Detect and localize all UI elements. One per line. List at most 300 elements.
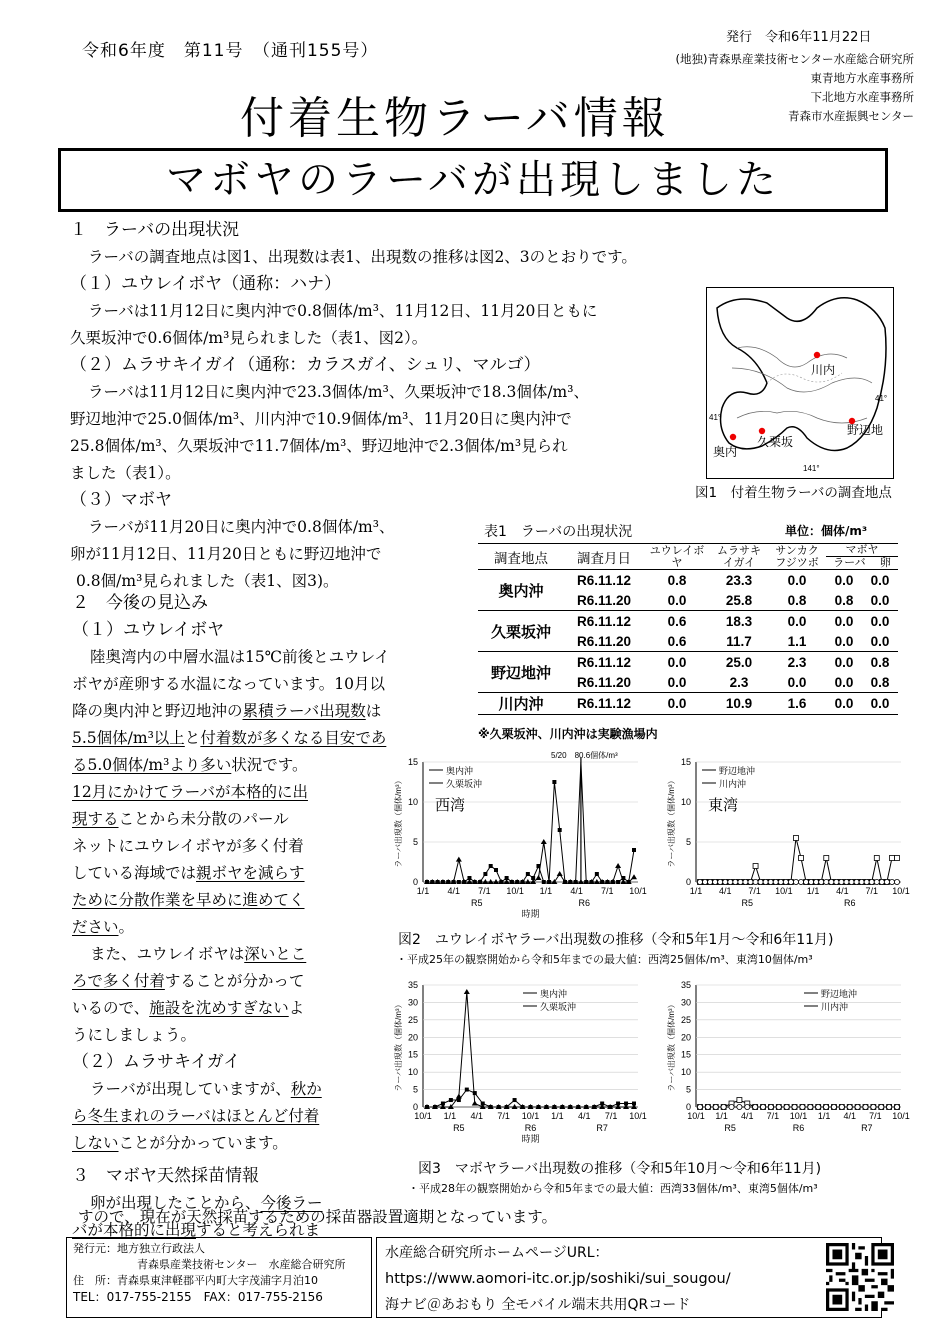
text: 。 <box>118 918 135 936</box>
data-point <box>483 872 487 876</box>
emph: 親ボヤを減らす <box>196 864 305 882</box>
x-tick-label: 1/1 <box>551 1111 564 1121</box>
section-1-intro: ラーバの調査地点は図1、出現数は表1、出現数の推移は図2、3のとおりです。 <box>88 248 637 266</box>
table-header-row <box>478 544 898 570</box>
emph: 付着数が多くなる目安であ <box>200 729 387 747</box>
th-larva: ラーバ <box>833 557 866 569</box>
cell: 0.0 <box>834 613 854 629</box>
x-tick-label: 7/1 <box>601 886 614 896</box>
cell: 0.8 <box>787 592 807 608</box>
row-site: 奥内沖 <box>498 582 544 600</box>
data-point <box>793 836 798 841</box>
cell: 11.7 <box>726 633 752 649</box>
emph: 施設を沈めすぎない <box>149 999 289 1017</box>
legend-label: 川内沖 <box>821 1002 849 1012</box>
s2-line <box>72 1130 372 1157</box>
th-maboya-sub <box>826 557 898 569</box>
x-tick-label: 1/1 <box>806 886 820 896</box>
cell: 25.8 <box>725 592 753 608</box>
yureiboya-text-2: 久栗坂沖で0.6個体/m³見られました（表1、図2）。 <box>70 329 428 347</box>
data-point <box>798 879 803 884</box>
cell: 0.6 <box>667 633 687 649</box>
panel-title: 西湾 <box>435 797 466 814</box>
data-point <box>616 880 620 884</box>
footer-address: 住 所：青森県東津軽郡平内町大字茂浦字月泊10 <box>73 1274 318 1287</box>
legend-label: 川内沖 <box>719 779 747 789</box>
emph: 累積ラーバ出現数 <box>242 702 366 720</box>
data-point <box>713 879 718 884</box>
data-point <box>718 879 723 884</box>
table-1-note: ※久栗坂沖、川内沖は実験漁場内 <box>478 727 658 741</box>
s2-line: ために分散作業を早めに進めてく <box>72 891 305 909</box>
data-point <box>464 989 470 994</box>
peak-annotation: 5/20 80.6個体/m³ <box>551 751 618 760</box>
data-point <box>748 879 753 884</box>
data-point <box>457 880 461 884</box>
emph: 5.5個体/m³以上 <box>72 729 185 747</box>
data-point <box>768 879 773 884</box>
y-tick-label: 0 <box>685 1102 691 1112</box>
cell: 0.0 <box>667 696 687 711</box>
cell: 2.3 <box>787 654 807 670</box>
x-tick-label: 1/1 <box>539 886 553 896</box>
cell: 0.0 <box>787 674 807 690</box>
data-point <box>552 780 556 784</box>
cell: 0.0 <box>834 633 854 649</box>
panel-title: 東湾 <box>708 797 739 814</box>
data-point <box>557 871 563 876</box>
data-point <box>473 1091 477 1095</box>
y-axis-label: ラーバ出現数（個体/m³） <box>667 1000 676 1092</box>
data-point <box>863 1104 868 1109</box>
row-date: R6.11.20 <box>576 592 632 608</box>
period-label: R5 <box>470 898 483 908</box>
y-axis-label: ラーバ出現数（個体/m³） <box>394 1000 403 1092</box>
data-point <box>819 879 824 884</box>
figure-2-note: ・平成25年の観察開始から令和5年までの最大値：西湾25個体/m³、東湾10個体/m³ <box>396 953 813 966</box>
data-point <box>753 879 758 884</box>
data-point <box>814 879 819 884</box>
x-tick-label: 1/1 <box>689 886 703 896</box>
table-1-title: 表1 ラーバの出現状況 <box>484 524 633 540</box>
fig3-east-chart <box>666 980 910 1133</box>
publisher-list <box>675 50 914 126</box>
legend-label: 野辺地沖 <box>821 989 858 999</box>
data-point <box>855 1104 860 1109</box>
cell: 0.8 <box>667 572 687 588</box>
murasaki-text-4: ました（表1）。 <box>70 464 181 482</box>
data-point <box>816 1104 821 1109</box>
data-point <box>737 1098 742 1103</box>
emph: 深いとこ <box>244 945 307 963</box>
data-point <box>839 879 844 884</box>
data-point <box>743 879 748 884</box>
s2-line <box>72 860 372 887</box>
y-tick-label: 15 <box>407 757 418 767</box>
text: すると考えられま <box>196 1221 321 1239</box>
data-point <box>631 874 637 879</box>
text: いるので、 <box>72 999 150 1017</box>
data-point <box>854 879 859 884</box>
qr-code-icon[interactable] <box>826 1243 894 1311</box>
data-point <box>702 879 707 884</box>
s3-line-last: すので、現在が天然採苗するための採苗器設置適期となっています。 <box>78 1208 557 1226</box>
cell: 0.0 <box>834 572 854 588</box>
table-1 <box>478 543 898 715</box>
text: 状況です。 <box>231 756 308 774</box>
figure-1-caption: 図1 付着生物ラーバの調査地点 <box>695 485 892 501</box>
x-tick-label: 7/1 <box>748 886 761 896</box>
x-axis-label: 時期 <box>521 909 540 919</box>
legend-label: 奥内沖 <box>446 766 474 776</box>
s2-line <box>72 698 472 725</box>
data-point <box>494 868 498 872</box>
y-tick-label: 35 <box>680 980 691 990</box>
data-point <box>472 1101 478 1106</box>
data-point <box>535 875 541 880</box>
cell: 0.0 <box>834 674 854 690</box>
publisher-2: 東青地方水産事務所 <box>810 71 914 85</box>
cell: 25.0 <box>725 654 753 670</box>
emph: る5.0個体/m³より多い <box>72 756 232 774</box>
data-point <box>887 1104 892 1109</box>
fig2-west-chart <box>393 750 647 919</box>
text: と <box>184 729 201 747</box>
period-label: R6 <box>578 898 591 908</box>
x-axis-label: 時期 <box>521 1134 540 1144</box>
y-tick-label: 30 <box>680 997 691 1008</box>
row-date: R6.11.12 <box>576 613 632 629</box>
y-tick-label: 20 <box>407 1032 418 1043</box>
y-tick-label: 15 <box>680 757 691 767</box>
y-tick-label: 30 <box>407 997 418 1008</box>
x-tick-label: 10/1 <box>506 886 524 896</box>
footer-links <box>376 1237 882 1318</box>
row-date: R6.11.12 <box>576 654 632 670</box>
text: 卵が出現したことから、 <box>90 1194 261 1212</box>
data-point <box>799 856 804 861</box>
cell: 23.3 <box>725 572 753 588</box>
s2-line: ら冬生まれのラーバはほとんど付着 <box>72 1107 320 1125</box>
data-point <box>849 879 854 884</box>
x-tick-label: 1/1 <box>715 1111 728 1121</box>
period-label: R7 <box>596 1123 608 1133</box>
x-tick-label: 10/1 <box>629 1111 647 1121</box>
y-tick-label: 20 <box>680 1032 691 1043</box>
legend-label: 奥内沖 <box>540 989 568 999</box>
x-tick-label: 4/1 <box>447 886 460 896</box>
murasaki-text-2: 野辺地沖で25.0個体/m³、川内沖で10.9個体/m³、11月20日に奥内沖で <box>70 410 572 428</box>
fig2-east-chart <box>666 757 910 908</box>
th-egg: 卵 <box>879 557 891 569</box>
emph: バが本格的に出現 <box>72 1221 197 1239</box>
y-tick-label: 0 <box>685 877 691 887</box>
data-point <box>760 1104 765 1109</box>
x-tick-label: 10/1 <box>521 1111 540 1121</box>
table-1-unit: 単位：個体/m³ <box>785 524 868 538</box>
th-maboya-group <box>826 544 898 570</box>
data-point <box>859 879 864 884</box>
s2-line: ボヤが産卵する水温になっています。10月以 <box>72 675 385 693</box>
data-point <box>869 879 874 884</box>
data-point <box>879 879 884 884</box>
y-tick-label: 5 <box>685 837 691 847</box>
table-row <box>478 693 898 715</box>
legend-label: 野辺地沖 <box>719 766 756 776</box>
data-point <box>784 1104 789 1109</box>
cell: 0.0 <box>667 654 687 670</box>
period-label: R5 <box>724 1123 736 1133</box>
data-point <box>884 879 889 884</box>
footer-publisher: 発行元：地方独立行政法人 <box>73 1242 205 1255</box>
data-point <box>894 1104 899 1109</box>
data-point <box>595 872 599 876</box>
headline: マボヤのラーバが出現しました <box>58 148 888 212</box>
data-point <box>632 848 636 852</box>
x-tick-label: 10/1 <box>414 1111 432 1121</box>
x-tick-label: 7/1 <box>865 886 878 896</box>
cell: 0.0 <box>667 592 687 608</box>
s2-line <box>72 995 372 1022</box>
data-point <box>824 879 829 884</box>
site-kawauchi-label: 川内 <box>811 363 836 377</box>
emph: しない <box>72 1134 119 1152</box>
cell: 10.9 <box>725 696 753 711</box>
text: している海域では <box>72 864 197 882</box>
data-point <box>895 856 900 861</box>
cell: 0.0 <box>870 633 890 649</box>
figure-2-caption: 図2 ユウレイボヤラーバ出現数の推移（令和5年1月〜令和6年11月) <box>398 932 834 948</box>
x-tick-label: 10/1 <box>892 1111 910 1121</box>
th-maboya: マボヤ <box>826 544 898 557</box>
table-row <box>478 570 898 591</box>
data-point <box>768 1104 773 1109</box>
cell: 18.3 <box>725 613 753 629</box>
x-tick-label: 7/1 <box>478 886 491 896</box>
data-point <box>456 857 462 862</box>
maboya-text-3: 0.8個/m³見られました（表1、図3)。 <box>76 572 339 590</box>
data-point <box>889 879 894 884</box>
x-tick-label: 1/1 <box>817 1111 831 1121</box>
s2-line: 12月にかけてラーバが本格的に出 <box>72 783 308 801</box>
data-point <box>697 879 702 884</box>
y-tick-label: 10 <box>680 797 691 807</box>
x-tick-label: 7/1 <box>497 1111 510 1121</box>
row-date: R6.11.20 <box>576 674 632 690</box>
row-site: 川内沖 <box>498 696 544 713</box>
cell: 0.0 <box>870 572 890 588</box>
x-tick-label: 4/1 <box>577 1111 591 1121</box>
cell: 0.0 <box>667 674 687 690</box>
x-tick-label: 4/1 <box>470 1111 484 1121</box>
s2-line <box>72 914 372 941</box>
row-date: R6.11.12 <box>576 696 632 711</box>
data-point <box>894 879 899 884</box>
cell: 1.6 <box>787 696 807 711</box>
row-date: R6.11.20 <box>576 633 632 649</box>
text: 降の奥内沖と野辺地沖の <box>72 702 243 720</box>
publisher-4: 青森市水産振興センター <box>787 109 914 123</box>
data-point <box>808 1104 813 1109</box>
data-point <box>705 1104 710 1109</box>
s2-line: 陸奥湾内の中層水温は15℃前後とユウレイ <box>90 648 390 666</box>
cell: 0.8 <box>870 674 890 690</box>
emph: 今後ラー <box>260 1194 323 1212</box>
x-tick-label: 10/1 <box>892 886 910 896</box>
y-tick-label: 15 <box>407 1049 418 1060</box>
footer-org: 青森県産業技術センター 水産総合研究所 <box>137 1258 346 1271</box>
text: することが分かって <box>164 972 305 990</box>
fig3-west-chart <box>393 980 647 1144</box>
x-tick-label: 1/1 <box>443 1111 457 1121</box>
cell: 0.0 <box>870 613 890 629</box>
data-point <box>708 879 713 884</box>
section-1-title: １ ラーバの出現状況 <box>70 220 240 240</box>
s2-narrow <box>72 779 372 1244</box>
masthead-title: 付着生物ラーバ情報 <box>240 93 670 144</box>
data-point <box>792 1104 797 1109</box>
bay-map-graphic <box>707 288 893 478</box>
publisher-1: (地独)青森県産業技術センター水産総合研究所 <box>675 52 914 66</box>
data-point <box>465 1088 469 1092</box>
data-point <box>489 864 493 868</box>
y-tick-label: 10 <box>407 1067 418 1078</box>
s2-yureiboya-heading: （１）ユウレイボヤ <box>72 620 225 640</box>
y-tick-label: 5 <box>412 1084 418 1095</box>
period-label: R6 <box>843 898 856 908</box>
data-point <box>824 856 829 861</box>
murasaki-text-1: ラーバは11月12日に奥内沖で23.3個体/m³、久栗坂沖で18.3個体/m³、 <box>88 383 589 401</box>
x-tick-label: 10/1 <box>789 1111 808 1121</box>
cell: 2.3 <box>729 674 749 690</box>
data-point <box>778 879 783 884</box>
data-point <box>829 879 834 884</box>
data-point <box>558 828 562 832</box>
data-point <box>773 879 778 884</box>
data-point <box>803 879 808 884</box>
y-axis-label: ラーバ出現数（個体/m³） <box>667 776 676 868</box>
data-point <box>729 1104 734 1109</box>
s2-line: ネットにユウレイボヤが多く付着 <box>72 837 304 855</box>
x-tick-label: 4/1 <box>836 886 849 896</box>
x-tick-label: 7/1 <box>604 1111 618 1121</box>
murasaki-heading: （２）ムラサキイガイ（通称：カラスガイ、シュリ、マルゴ） <box>70 355 541 375</box>
x-tick-label: 10/1 <box>687 1111 705 1121</box>
data-point <box>456 1094 462 1099</box>
footer-contact <box>66 1237 372 1318</box>
survey-map <box>706 287 894 479</box>
y-tick-label: 5 <box>412 837 418 847</box>
latitude-label-2: 41° <box>709 413 722 422</box>
figure-3-note: ・平成28年の観察開始から令和5年までの最大値：西湾33個体/m³、東湾5個体/m³ <box>408 1182 818 1195</box>
data-point <box>776 1104 781 1109</box>
data-point <box>763 879 768 884</box>
data-point <box>879 1104 884 1109</box>
cell: 0.0 <box>870 696 890 711</box>
row-site: 野辺地沖 <box>490 664 551 682</box>
period-label: R5 <box>453 1123 465 1133</box>
period-label: R6 <box>792 1123 805 1133</box>
x-tick-label: 1/1 <box>416 886 430 896</box>
data-point <box>889 856 894 861</box>
cell: 0.0 <box>834 654 854 670</box>
site-okunai-marker <box>730 434 736 440</box>
section-2-title: ２ 今後の見込み <box>72 593 208 613</box>
row-site: 久栗坂沖 <box>490 623 551 641</box>
y-tick-label: 10 <box>680 1067 691 1078</box>
data-point <box>844 879 849 884</box>
data-point <box>788 879 793 884</box>
data-point <box>834 879 839 884</box>
th-sankaku: サンカクフジツボ <box>775 544 819 569</box>
table-row <box>478 652 898 673</box>
publisher-3: 下北地方水産事務所 <box>810 90 914 104</box>
site-okunai-label: 奥内 <box>713 445 738 459</box>
homepage-link[interactable]: https://www.aomori-itc.or.jp/soshiki/sui_sougou/ <box>385 1271 731 1287</box>
data-point <box>449 1098 453 1102</box>
emph: 秋か <box>290 1080 322 1098</box>
data-point <box>753 864 758 869</box>
x-tick-label: 4/1 <box>843 1111 857 1121</box>
x-tick-label: 4/1 <box>740 1111 754 1121</box>
cell: 0.6 <box>667 613 687 629</box>
cell: 0.0 <box>870 592 890 608</box>
cell: 1.1 <box>787 633 807 649</box>
y-tick-label: 0 <box>412 877 418 887</box>
latitude-label-1: 41° <box>875 394 888 403</box>
s2-line <box>72 806 372 833</box>
data-point <box>809 879 814 884</box>
th-yureiboya: ユウレイボヤ <box>649 544 705 569</box>
s2-murasaki-heading: （２）ムラサキイガイ <box>72 1052 241 1072</box>
cell: 0.8 <box>870 654 890 670</box>
site-kawauchi-marker <box>814 352 820 358</box>
figure-3-charts <box>378 975 910 1155</box>
x-tick-label: 10/1 <box>629 886 647 896</box>
data-point <box>874 879 879 884</box>
data-point <box>737 1104 742 1109</box>
cell: 0.0 <box>834 696 854 711</box>
yureiboya-text-1: ラーバは11月12日に奥内沖で0.8個体/m³、11月12日、11月20日ともに <box>88 302 598 320</box>
data-point <box>713 1104 718 1109</box>
text: よ <box>288 999 305 1017</box>
qr-label: 海ナビ＠あおもり 全モバイル端末共用QRコード <box>385 1297 691 1313</box>
data-point <box>733 879 738 884</box>
x-tick-label: 7/1 <box>766 1111 780 1121</box>
y-axis-label: ラーバ出現数（個体/m³） <box>394 776 403 868</box>
period-label: R6 <box>524 1123 537 1133</box>
data-point <box>723 879 728 884</box>
figure-3-caption: 図3 マボヤラーバ出現数の推移（令和5年10月〜令和6年11月) <box>418 1161 822 1177</box>
legend-label: 久栗坂沖 <box>540 1002 577 1012</box>
y-tick-label: 25 <box>407 1014 418 1025</box>
period-label: R7 <box>861 1123 873 1133</box>
yureiboya-heading: （１）ユウレイボヤ（通称：ハナ） <box>70 274 342 294</box>
table-row <box>478 611 898 632</box>
th-site: 調査地点 <box>494 550 548 566</box>
y-tick-label: 5 <box>685 1084 691 1095</box>
s2-line <box>72 941 372 968</box>
data-point <box>793 879 798 884</box>
y-tick-label: 10 <box>407 797 418 807</box>
data-point <box>721 1104 726 1109</box>
data-point <box>874 856 879 861</box>
data-point <box>541 839 547 844</box>
text: ことが分かっています。 <box>118 1134 288 1152</box>
cell: 0.0 <box>787 613 807 629</box>
x-tick-label: 10/1 <box>775 886 793 896</box>
emph: 現する <box>72 810 119 828</box>
